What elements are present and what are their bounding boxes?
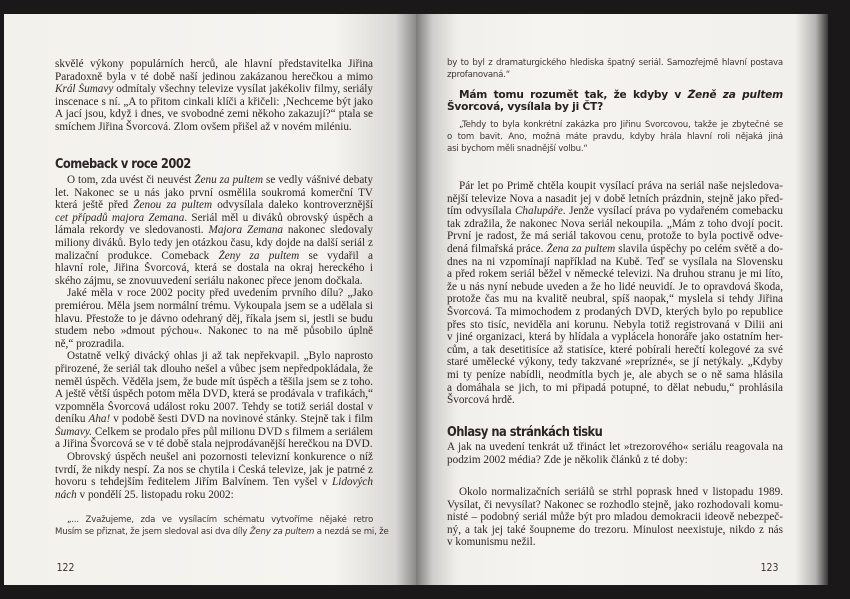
text-line: Pár let po Primě chtěla koupit vysílací práva na seriál naše nejsledova- (459, 180, 783, 192)
paragraph (55, 174, 373, 287)
press-excerpt (447, 486, 783, 549)
italic-title: cet případů majora Zemana (55, 211, 185, 224)
paragraph (447, 180, 783, 407)
text-line: staré umělecké výkony, tedy takzvané »reprízné«, se jí netýkaly. „Kdyby (447, 356, 783, 369)
italic-title: Král Šumavy (55, 83, 114, 96)
text-line: tím odvysílala Chalupáře. Jenže vysílací práva po vydařeném comebacku (447, 205, 783, 218)
text-line: ný, a tak jej také šoupneme do trezoru. Minulost neexistuje, nikdo z nás (447, 523, 783, 536)
text-line: v komunismu nežil. (447, 536, 536, 549)
text-line: nější televize Nova a nasadit jej v době letních prázdnin, stejně jako před- (447, 192, 783, 205)
text-line: dnes na ni vzpomínají například na Kubě. Teď se vysílala na Slovensku (447, 255, 783, 268)
intro-paragraph (55, 58, 373, 134)
text-line: ského zájmu, se znovuuvedení seriálu nakonec přece jenom dočkala. (55, 274, 363, 287)
text-line: nisté – podobný seriál může být pro mladou demokracii ideově nebezpeč- (447, 511, 783, 524)
text-line: dená filmařská práce. Žena za pultem slavila úspěchy po celém světě a do- (447, 242, 783, 255)
paragraph (55, 58, 373, 134)
italic-title: Majora Zemana (208, 224, 284, 237)
text-line: cům, a tak desetitisíce až statisíce, které pobírali herečtí kolegové za své (447, 343, 783, 356)
text-line: A ještě větší úspěch potom měla DVD, která se prodávala v trafikách,“ (55, 388, 373, 401)
text-line: přes sto tisíc, neviděla ani korunu. Nebyla totiž registrovaná v Dilii ani (447, 318, 783, 331)
text-line: A jací jsou, když i dnes, ve svobodné zemi někoho zakazují?“ ptala se (55, 108, 373, 121)
text-line: První je radost, že má seriál takovou cenu, protože to byla poctivě odve- (447, 230, 783, 243)
italic-title: Aha! (88, 413, 111, 426)
text-line: Okolo normalizačních seriálů se strhl poprask hned v listopadu 1989. (459, 486, 783, 498)
body-text (447, 180, 783, 407)
italic-title: Lidových (331, 476, 373, 489)
text-line: O tom, zda uvést či neuvést Ženu za pultem se vedly vášnivé debaty (67, 174, 373, 186)
italic-title: Ženu za pultem (194, 174, 264, 186)
body-text (55, 174, 373, 501)
section-intro (447, 441, 783, 466)
paragraph (447, 120, 783, 155)
text-line: Švorcová, vysílala by ji ČT? (447, 101, 604, 114)
text-line: Mám tomu rozumět tak, že kdyby v Ženě za pultem (459, 89, 783, 101)
left-page (4, 14, 416, 585)
text-line: tak zdražila, že nakonec Nova seriál nekoupila. „Mám z toho dvojí pocit. (447, 217, 783, 230)
text-line: přirozené, že seriál tak dlouho nešel a vůbec jsem nepředpokládala, že (55, 362, 373, 375)
text-line: Obrovský úspěch neušel ani pozornosti televizní konkurence o níž (67, 451, 373, 464)
text-line: hovoru s tehdejším ředitelem Jiřím Balvínem. Ten vyšel v Lidových (55, 476, 373, 489)
paragraph (55, 451, 373, 501)
section-heading: Ohlasy na stránkách tisku (447, 424, 603, 440)
text-line: nách v pondělí 25. listopadu roku 2002: (55, 488, 234, 501)
interview-quote-continued (447, 58, 783, 82)
text-line: studem nebo »dmout pýchou«. Nakonec to na mě působilo úplně (55, 325, 373, 338)
section-heading: Comeback v roce 2002 (55, 156, 191, 172)
paragraph (447, 441, 783, 466)
text-line: „Tehdy to byla konkrétní zakázka pro Jiřinu Švorcovou, takže je zbytečné se (459, 120, 783, 130)
page-number: 123 (760, 561, 779, 574)
text-line: „... Zvažujeme, zda ve vysílacím schématu vytvoříme nějaké retro (67, 515, 373, 525)
text-line: let. Nakonec se u nás jako první osmělila soukromá komerční TV (55, 186, 373, 199)
text-line: malizační produkce. Comeback Ženy za pultem se vydařil a (55, 249, 373, 262)
text-line: Paradoxně byla v té době naší jedinou zakázanou herečkou a mimo (55, 70, 373, 83)
text-line: lámala rekordy ve sledovanosti. Majora Zemana nakonec sledovaly (55, 224, 373, 237)
text-line: hlavní role, Jiřina Švorcová, která se dostala na okraj hereckého i (55, 262, 373, 275)
text-line: skvělé výkony populárních herců, ale hlavní představitelka Jiřina (55, 58, 373, 70)
text-line: tvrdí, že nikdy nespí. Za nos se chytila i Česká televize, jak je patrné z (55, 463, 373, 476)
text-line: asi bychom měli snadnější volbu.“ (447, 143, 588, 154)
text-line: Ostatně velký divácký ohlas ji až tak nepřekvapil. „Bylo naprosto (67, 350, 373, 363)
text-line: Švorcová hrdě. (447, 394, 515, 407)
text-line: a domáhala se jich, to mi připadá potupné, to dělat nebudu,“ prohlásila (447, 381, 783, 394)
interview-quote (55, 515, 389, 539)
italic-title: Ženy za pultem (249, 526, 315, 537)
text-line: premiérou. Měla jsem normální trému. Vykoupala jsem se a udělala si (55, 299, 373, 312)
text-line: v jiné organizaci, která by hlídala a vyplácela honoráře jako ostatním her- (447, 331, 783, 344)
text-line: hlavu. Přestože to je dávno odehraný děj, říkala jsem si, jestli se budu (55, 312, 373, 325)
text-line: protože čas mu na kvalitě neubral, spíš naopak,“ myslela si tehdy Jiřina (447, 293, 783, 306)
text-line: Šumavy. Celkem se prodalo přes půl milionu DVD s filmem a seriálem (55, 425, 373, 438)
text-line: inscenace s ní. „A to přitom cinkali klíči a křičeli: ‚Nechceme být jako (55, 95, 373, 108)
italic-title: Šumavy. (55, 425, 92, 438)
italic-title: Ženě za pultem (687, 89, 783, 101)
italic-title: Žena za pultem (546, 242, 616, 255)
text-line: Jaké měla v roce 2002 pocity před uvedením prvního dílu? „Jako (67, 287, 373, 300)
italic-title: Ženy za pultem (218, 249, 300, 262)
text-line: a před rokem seriál běžel v německé televizi. Na druhou stranu je mi líto, (447, 268, 783, 281)
paragraph (447, 486, 783, 549)
text-line: že u nás nyní nebude uveden a že ho lidé neuvidí. Je to opravdová škoda, (447, 280, 783, 293)
text-line: A jak na uvedení tenkrát už třináct let »trezorového« seriálu reagovala na (447, 441, 783, 453)
interview-answer (447, 120, 783, 155)
text-line: miliony diváků. Bylo tedy jen otázkou času, kdy dojde na další seriál z (55, 236, 373, 249)
text-line: cet případů majora Zemana. Seriál měl u diváků obrovský úspěch a (55, 211, 373, 224)
text-line: o tom bavit. Ano, možná máte pravdu, kdyby hrála hlavní roli nějaká jiná (447, 131, 783, 142)
text-line: která ještě před Ženou za pultem odvysílala daleko kontroverznější (55, 199, 373, 212)
text-line: deníku Aha! v podobě šesti DVD na novinové stánky. Stejně tak i film (55, 413, 373, 426)
text-line: Musím se přiznat, že jsem sledoval asi dva díly Ženy za pultem a nezdá se mi, že (55, 526, 389, 537)
paragraph (55, 515, 389, 539)
text-line: Vysílat, či nevysílat? Nakonec se rozhodlo stejně, jako rozhodovali komu- (447, 498, 783, 511)
page-number: 122 (56, 561, 75, 574)
text-line: podzim 2002 média? Zde je několik článků z té doby: (447, 453, 688, 466)
italic-title: Ženou za pultem (133, 199, 213, 212)
right-page (416, 14, 828, 585)
paragraph (447, 58, 783, 82)
paragraph (55, 287, 373, 350)
text-line: a Jiřina Švorcová se v té době stala nejprodávanější herečkou na DVD. (55, 438, 373, 451)
text-line: zprofanovaná.“ (447, 69, 511, 80)
text-line: neměl úspěch. Věděla jsem, že bude mít úspěch a těšila jsem se z toho. (55, 375, 373, 388)
text-line: mi ty peníze nabídli, neodmítla bych je, ale abych se o ně sama hlásila (447, 368, 783, 381)
text-line: vzpomněla Švorcová událost roku 2007. Tehdy se totiž seriál dostal v (55, 400, 373, 413)
italic-title: Chalupáře (514, 205, 563, 218)
text-line: by to byl z dramaturgického hlediska špatný seriál. Samozřejmě hlavní postava (447, 58, 783, 68)
text-line: Švorcová. Ta mimochodem z prodaných DVD, kterých bylo po republice (447, 305, 783, 318)
italic-title: nách (55, 488, 77, 501)
interview-question (447, 89, 783, 114)
text-line: ně,“ prozradila. (55, 337, 125, 350)
text-line: smíchem Jiřina Švorcová. Zlom ovšem přišel až v novém miléniu. (55, 120, 352, 133)
text-line: Král Šumavy odmítaly všechny televize vysílat jakékoliv filmy, seriály (55, 83, 373, 96)
paragraph (447, 89, 783, 114)
paragraph (55, 350, 373, 451)
